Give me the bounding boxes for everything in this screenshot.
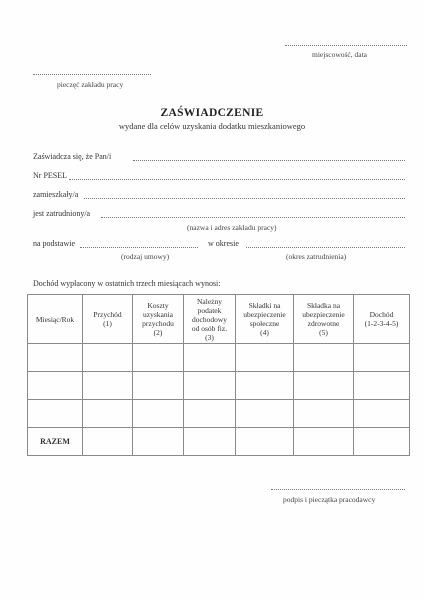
table-cell[interactable] <box>133 372 184 400</box>
income-header-row <box>28 295 410 344</box>
stamp-label: pieczęć zakładu pracy <box>57 80 124 89</box>
table-cell[interactable] <box>236 428 294 456</box>
table-cell[interactable] <box>28 372 83 400</box>
header-month-year: Miesiąc/Rok <box>28 295 83 344</box>
period-hint: (okres zatrudnienia) <box>286 252 347 261</box>
table-cell[interactable] <box>354 344 410 372</box>
pesel-field[interactable] <box>69 179 405 180</box>
table-row <box>28 372 410 400</box>
header-costs: Koszty uzyskania przychodu (2) <box>133 295 184 344</box>
employed-label: jest zatrudniony/a <box>33 209 91 218</box>
contract-type-hint: (rodzaj umowy) <box>121 252 170 261</box>
period-label: w okresie <box>208 239 239 248</box>
document-title: ZAŚWIADCZENIE <box>160 107 264 119</box>
certifies-label: Zaświadcza się, że Pan/i <box>33 152 112 161</box>
table-cell[interactable] <box>28 344 83 372</box>
table-cell[interactable] <box>184 400 236 428</box>
table-cell[interactable] <box>133 344 184 372</box>
pesel-label: Nr PESEL <box>33 171 67 180</box>
employer-hint: (nazwa i adres zakładu pracy) <box>187 223 277 232</box>
document-subtitle: wydane dla celów uzyskania dodatku mieszkaniowego <box>118 121 306 131</box>
table-row <box>28 400 410 428</box>
employer-field[interactable] <box>101 217 405 218</box>
table-cell[interactable] <box>294 372 354 400</box>
table-cell[interactable] <box>83 372 133 400</box>
name-field[interactable] <box>133 160 405 161</box>
header-tax: Należny podatek dochodowy od osób fiz. (3) <box>184 295 236 344</box>
table-cell[interactable] <box>184 372 236 400</box>
basis-label: na podstawie <box>33 239 75 248</box>
table-cell[interactable] <box>354 372 410 400</box>
table-cell[interactable] <box>236 344 294 372</box>
header-income: Dochód (1-2-3-4-5) <box>354 295 410 344</box>
contract-type-field[interactable] <box>80 247 198 248</box>
table-cell[interactable] <box>236 372 294 400</box>
header-revenue: Przychód (1) <box>83 295 133 344</box>
income-table <box>27 294 410 456</box>
signature-label: podpis i pieczątka pracodawcy <box>283 495 376 504</box>
place-date-label: miejscowość, data <box>312 50 367 59</box>
table-cell[interactable] <box>354 400 410 428</box>
header-social-contributions: Składki na ubezpieczenie społeczne (4) <box>236 295 294 344</box>
table-cell[interactable] <box>294 400 354 428</box>
stamp-line <box>33 74 151 75</box>
residence-field[interactable] <box>84 198 405 199</box>
signature-line[interactable] <box>271 489 405 490</box>
table-cell[interactable] <box>133 400 184 428</box>
header-health-contribution: Składka na ubezpieczenie zdrowotne (5) <box>294 295 354 344</box>
table-cell[interactable] <box>133 428 184 456</box>
table-cell[interactable] <box>28 400 83 428</box>
table-cell[interactable] <box>184 428 236 456</box>
table-cell[interactable] <box>294 428 354 456</box>
table-cell[interactable] <box>83 344 133 372</box>
place-date-line[interactable] <box>285 45 407 46</box>
table-row <box>28 344 410 372</box>
period-field[interactable] <box>246 247 405 248</box>
residence-label: zamieszkały/a <box>33 190 79 199</box>
total-label: RAZEM <box>28 428 83 456</box>
table-cell[interactable] <box>294 344 354 372</box>
income-intro: Dochód wypłacony w ostatnich trzech miesiącach wynosi: <box>33 279 221 288</box>
table-cell[interactable] <box>83 400 133 428</box>
table-cell[interactable] <box>236 400 294 428</box>
total-row <box>28 428 410 456</box>
table-cell[interactable] <box>354 428 410 456</box>
table-cell[interactable] <box>184 344 236 372</box>
table-cell[interactable] <box>83 428 133 456</box>
